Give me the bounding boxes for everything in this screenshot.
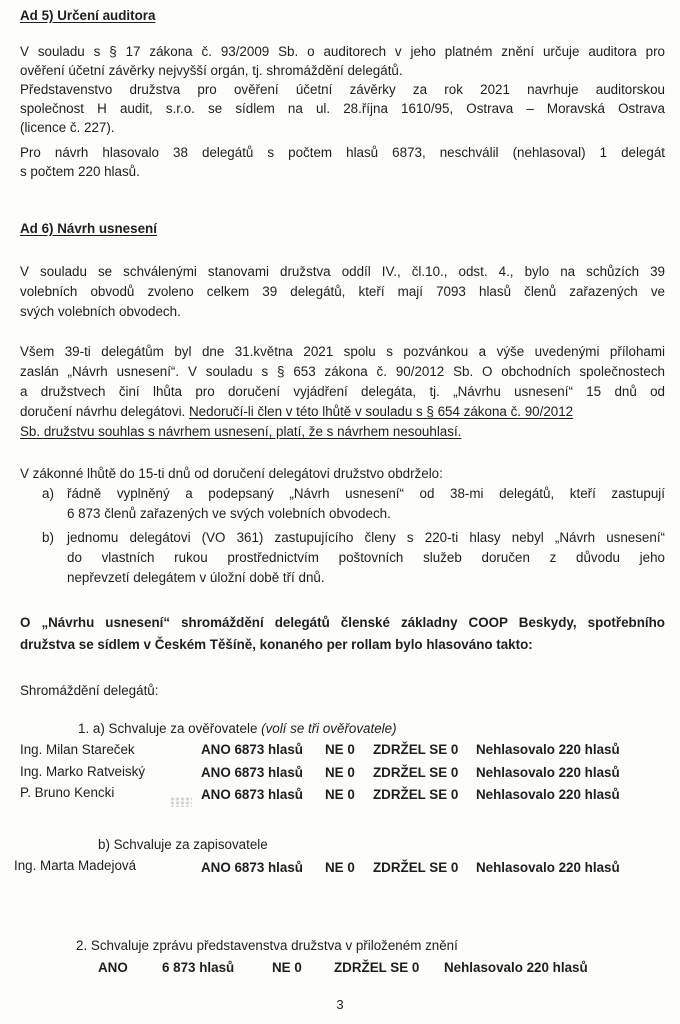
s6-p2-line-4-underlined: Nedoručí-li člen v této lhůtě v souladu s § 654 zákona č. 90/2012 (189, 404, 574, 419)
s6-p1-line-2: volebních obvodů zvoleno celkem 39 delegátů, kteří mají 7093 hlasů členů zařazených ve (20, 284, 665, 299)
vote-ano: ANO 6873 hlasů (201, 860, 303, 875)
s6-p2-line-5: Sb. družstvu souhlas s návrhem usnesení, platí, že s návrhem nesouhlasí. (20, 424, 462, 439)
vote-ne: NE 0 (325, 742, 355, 757)
verifier-name: Ing. Marko Ratveiský (20, 764, 146, 779)
vote-zdrzel: ZDRŽEL SE 0 (373, 860, 459, 875)
list-b-line-3: nepřevzetí delegátem v úložní době tří dnů. (67, 570, 325, 585)
vote-nehlasovalo: Nehlasovalo 220 hlasů (476, 742, 620, 757)
vote-nehlasovalo: Nehlasovalo 220 hlasů (476, 787, 620, 802)
vote-zdrzel: ZDRŽEL SE 0 (373, 787, 459, 802)
vote-ano: ANO 6873 hlasů (201, 742, 303, 757)
list-b-line-2: do vlastních rukou prostřednictvím poštovních služeb doručen z důvodu jeho (67, 550, 665, 565)
vote-heading-line-2: družstva se sídlem v Českém Těšíně, konaného per rollam bylo hlasováno takto: (20, 637, 533, 652)
s5-line-6: Pro návrh hlasovalo 38 delegátů s počtem hlasů 6873, neschválil (nehlasoval) 1 delegát (20, 145, 665, 160)
vote-nehlasovalo: Nehlasovalo 220 hlasů (476, 860, 620, 875)
vote-heading-line-1: O „Návrhu usnesení“ shromáždění delegátů členské základny COOP Beskydy, spotřebního (20, 615, 665, 630)
item-2-label: 2. Schvaluje zprávu představenstva družstva v přiloženém znění (76, 938, 458, 953)
s6-p3-intro: V zákonné lhůtě do 15-ti dnů od doručení delegátovi družstvo obdrželo: (20, 466, 443, 481)
vote-ano: ANO 6873 hlasů (201, 787, 303, 802)
s6-p2-line-2: zaslán „Návrh usnesení“. V souladu s § 653 zákona č. 90/2012 Sb. O obchodních společnostech (20, 364, 665, 379)
s6-p1-line-3: svých volebních obvodech. (20, 304, 181, 319)
vote-hlasu: 6 873 hlasů (162, 960, 235, 975)
vote-zdrzel: ZDRŽEL SE 0 (373, 742, 459, 757)
vote-zdrzel: ZDRŽEL SE 0 (334, 960, 420, 975)
s6-p2-line-3: a družstvech činí lhůta pro doručení vyjádření delegáta, tj. „Návrhu usnesení“ 15 dnů od (20, 384, 665, 399)
s5-line-7: s počtem 220 hlasů. (20, 164, 140, 179)
vote-ano: ANO (98, 960, 128, 975)
item-1b-label: b) Schvaluje za zapisovatele (98, 837, 268, 852)
scan-speckle (170, 797, 192, 807)
item-1a-label (78, 720, 397, 739)
item-1a-text: 1. a) Schvaluje za ověřovatele (78, 721, 262, 736)
s6-p2-line-4-plain: doručení návrhu delegátovi. (20, 404, 189, 419)
vote-ne: NE 0 (325, 860, 355, 875)
section-5-heading: Ad 5) Určení auditora (20, 8, 156, 23)
vote-ne: NE 0 (272, 960, 302, 975)
s6-p2-line-4 (20, 403, 573, 422)
list-b-line-1: jednomu delegátovi (VO 361) zastupujícího členy s 220-ti hlasy nebyl „Návrh usnesení“ (67, 530, 665, 545)
s6-p2-line-1: Všem 39-ti delegátům byl dne 31.května 2021 spolu s pozvánkou a výše uvedenými přílohami (20, 344, 665, 359)
s5-line-5: (licence č. 227). (20, 120, 115, 135)
vote-ano: ANO 6873 hlasů (201, 765, 303, 780)
s6-p1-line-1: V souladu se schválenými stanovami družstva oddíl IV., čl.10., odst. 4., bylo na schůzích 39 (20, 264, 665, 279)
s5-line-4: společnost H audit, s.r.o. se sídlem na ul. 28.října 1610/95, Ostrava – Moravská Ostrava (20, 101, 665, 116)
list-a-line-1: řádně vyplněný a podepsaný „Návrh usnesení“ od 38-mi delegátů, kteří zastupují (67, 486, 665, 501)
s5-line-1: V souladu s § 17 zákona č. 93/2009 Sb. o auditorech v jeho platném znění určuje auditora pro (20, 44, 665, 59)
s5-line-3: Představenstvo družstva pro ověření účetní závěrky za rok 2021 navrhuje auditorskou (20, 82, 665, 97)
list-a-line-2: 6 873 členů zařazených ve svých volebních obvodech. (67, 506, 391, 521)
vote-ne: NE 0 (325, 765, 355, 780)
vote-ne: NE 0 (325, 787, 355, 802)
list-marker-a: a) (42, 486, 54, 501)
verifier-name: P. Bruno Kencki (20, 785, 115, 800)
section-6-heading: Ad 6) Návrh usnesení (20, 221, 157, 236)
vote-nehlasovalo: Nehlasovalo 220 hlasů (476, 765, 620, 780)
s5-line-2: ověření účetní závěrky nejvyšší orgán, tj. shromáždění delegátů. (20, 63, 403, 78)
assembly-label: Shromáždění delegátů: (20, 683, 159, 698)
page-number: 3 (336, 997, 344, 1012)
recorder-name: Ing. Marta Madejová (14, 858, 137, 873)
list-marker-b: b) (42, 530, 54, 545)
vote-nehlasovalo: Nehlasovalo 220 hlasů (444, 960, 588, 975)
verifier-name: Ing. Milan Stareček (20, 742, 135, 757)
item-1a-note: (volí se tři ověřovatele) (261, 721, 397, 736)
vote-zdrzel: ZDRŽEL SE 0 (373, 765, 459, 780)
